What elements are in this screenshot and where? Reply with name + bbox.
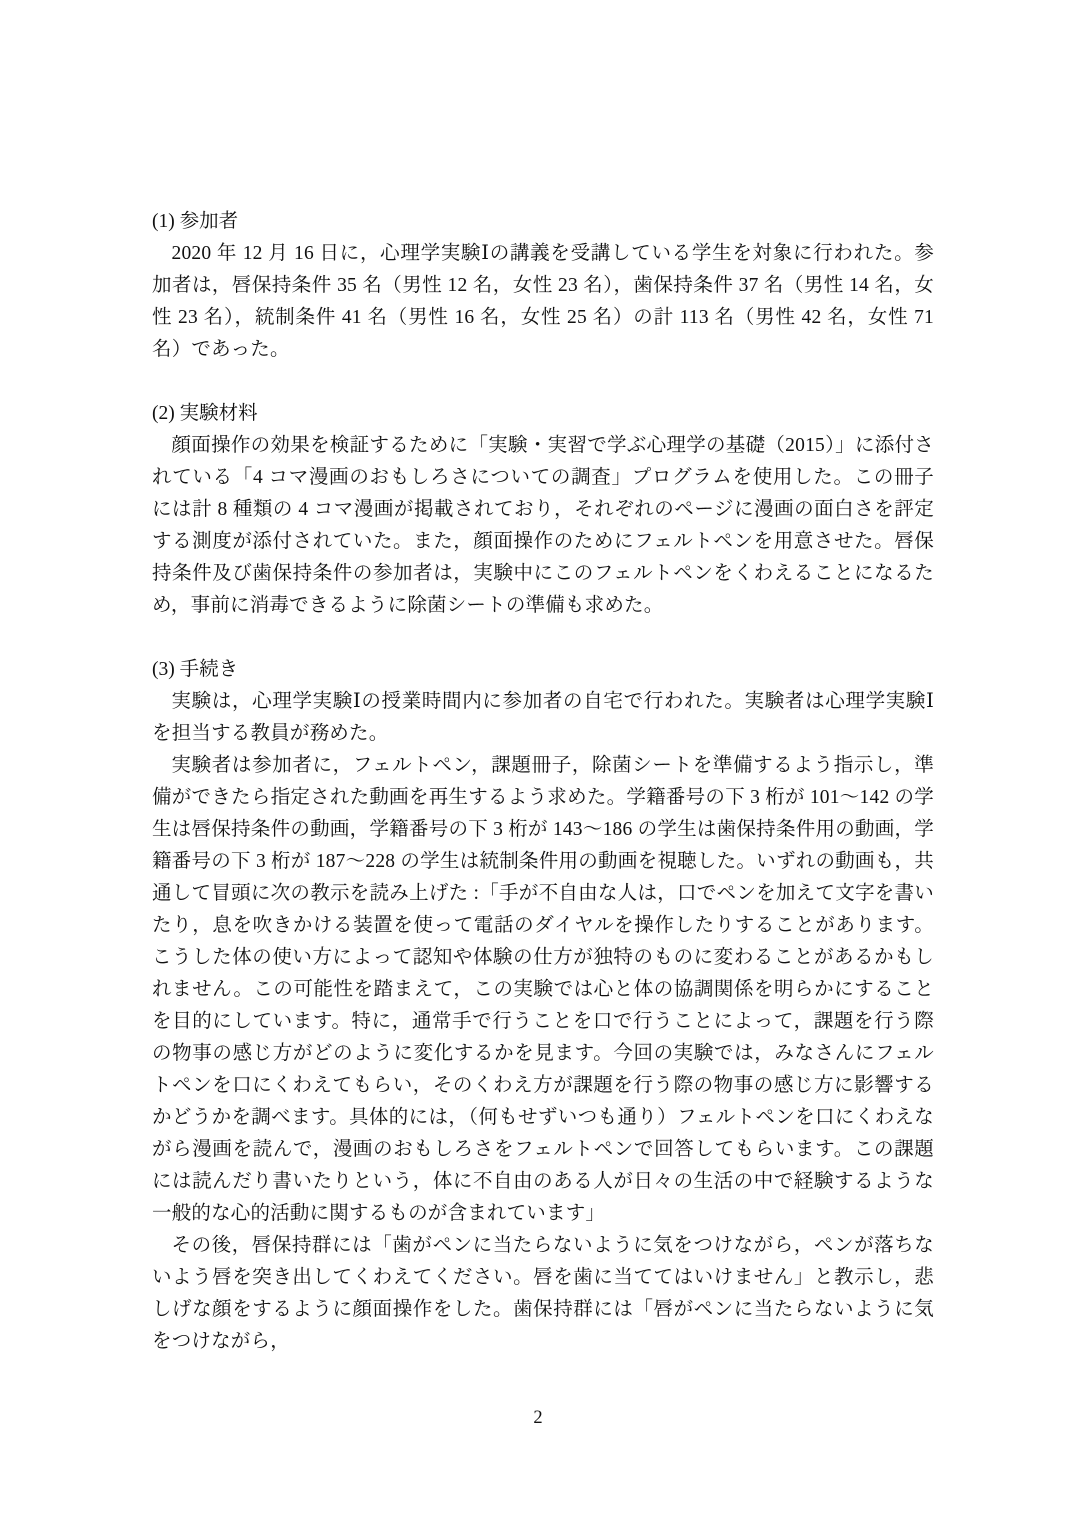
section-procedure-heading: (3) 手続き (152, 659, 239, 680)
section-materials-paragraph: 顔面操作の効果を検証するために「実験・実習で学ぶ心理学の基礎（2015）」に添付されている「4 コマ漫画のおもしろさについての調査」プログラムを使用した。この冊子には計 8 種類の 4 コマ漫画が掲載されており，それぞれのページに漫画の面白さを評定する測度が添付されていた。また，顔面操作のためにフェルトペンを用意させた。唇保持条件及び歯保持条件の参加者は，実験中にこのフェルトペンをくわえることになるため，事前に消毒できるように除菌シートの準備も求めた。 (152, 435, 934, 616)
section-procedure-paragraph-2: 実験者は参加者に，フェルトペン，課題冊子，除菌シートを準備するよう指示し，準備ができたら指定された動画を再生するよう求めた。学籍番号の下 3 桁が 101〜142 の学生は唇保持条件の動画，学籍番号の下 3 桁が 143〜186 の学生は歯保持条件用の動画，学籍番号の下 3 桁が 187〜228 の学生は統制条件用の動画を視聴した。いずれの動画も，共通して冒頭に次の教示を読み上げた :「手が不自由な人は，口でペンを加えて文字を書いたり，息を吹きかける装置を使って電話のダイヤルを操作したりすることがあります。こうした体の使い方によって認知や体験の仕方が独特のものに変わることがあるかもしれません。この可能性を踏まえて，この実験では心と体の協調関係を明らかにすることを目的にしています。特に，通常手で行うことを口で行うことによって，課題を行う際の物事の感じ方がどのように変化するかを見ます。今回の実験では，みなさんにフェルトペンを口にくわえてもらい，そのくわえ方が課題を行う際の物事の感じ方に影響するかどうかを調べます。具体的には，（何もせずいつも通り）フェルトペンを口にくわえながら漫画を読んで，漫画のおもしろさをフェルトペンで回答してもらいます。この課題には読んだり書いたりという，体に不自由のある人が日々の生活の中で経験するような一般的な心的活動に関するものが含まれています」 (152, 755, 934, 1224)
section-materials-heading: (2) 実験材料 (152, 403, 258, 424)
section-procedure-paragraph-1: 実験は，心理学実験Ⅰの授業時間内に参加者の自宅で行われた。実験者は心理学実験Ⅰを担当する教員が務めた。 (152, 691, 934, 744)
page-number: 2 (533, 1408, 543, 1428)
section-materials (152, 398, 934, 622)
section-participants (152, 206, 934, 366)
section-participants-heading: (1) 参加者 (152, 211, 239, 232)
section-participants-paragraph: 2020 年 12 月 16 日に，心理学実験Ⅰの講義を受講している学生を対象に行われた。参加者は，唇保持条件 35 名（男性 12 名，女性 23 名），歯保持条件 37 名（男性 14 名，女性 23 名），統制条件 41 名（男性 16 名，女性 25 名）の計 113 名（男性 42 名，女性 71 名）であった。 (152, 243, 934, 360)
document-body (152, 206, 934, 1390)
section-procedure (152, 654, 934, 1358)
section-procedure-paragraph-3: その後，唇保持群には「歯がペンに当たらないように気をつけながら，ペンが落ちないよう唇を突き出してくわえてください。唇を歯に当ててはいけません」と教示し，悲しげな顔をするように顔面操作をした。歯保持群には「唇がペンに当たらないように気をつけながら， (152, 1235, 934, 1352)
